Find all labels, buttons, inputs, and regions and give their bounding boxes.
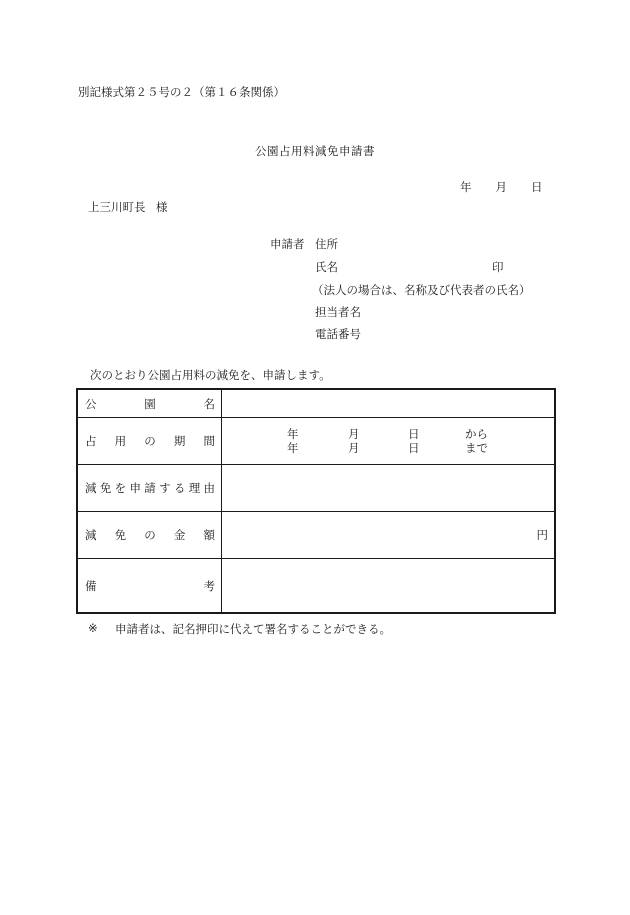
table-row-period — [77, 418, 555, 465]
park-name-label: 公 園 名 — [77, 389, 222, 418]
table-row-amount — [77, 512, 555, 559]
date-month-label: 月 — [495, 180, 507, 194]
occupancy-period-label: 占 用 の 期 間 — [77, 418, 222, 465]
reduction-amount-field[interactable] — [222, 512, 556, 559]
seal-mark: 印 — [492, 260, 504, 274]
table-row-reason — [77, 465, 555, 512]
recipient-name: 上三川町長 — [88, 200, 146, 214]
date-day-label: 日 — [531, 180, 543, 194]
table-row-park — [77, 389, 555, 418]
yen-unit: 円 — [536, 528, 548, 542]
date-line — [460, 179, 543, 195]
reduction-reason-field[interactable] — [222, 465, 556, 512]
occupancy-period-field[interactable] — [222, 418, 556, 465]
recipient-honorific: 様 — [156, 200, 168, 214]
remarks-field[interactable] — [222, 559, 556, 614]
footnote-text: 申請者は、記名押印に代えて署名することができる。 — [115, 622, 391, 636]
date-year-label: 年 — [460, 180, 472, 194]
contact-person-label: 担当者名 — [315, 305, 361, 319]
application-table — [76, 388, 556, 614]
period-from-line: 年 月 日 から — [287, 427, 488, 441]
period-to-line: 年 月 日 まで — [287, 441, 488, 455]
intro-text: 次のとおり公園占用料の減免を、申請します。 — [90, 368, 331, 382]
footnote-mark: ※ — [88, 621, 98, 635]
remarks-label: 備 考 — [77, 559, 222, 614]
table-row-remarks — [77, 559, 555, 614]
applicant-label: 申請者 — [270, 237, 305, 251]
form-number: 別記様式第２５号の２（第１６条関係） — [78, 85, 285, 99]
corporate-note: （法人の場合は、名称及び代表者の氏名） — [312, 283, 531, 297]
document-title: 公園占用料減免申請書 — [255, 144, 375, 158]
applicant-name-label: 氏名 — [315, 260, 338, 274]
reduction-amount-label: 減 免 の 金 額 — [77, 512, 222, 559]
reduction-reason-label: 減 免 を 申 請 す る 理 由 — [77, 465, 222, 512]
park-name-field[interactable] — [222, 389, 556, 418]
applicant-address-label: 住所 — [315, 237, 338, 251]
phone-number-label: 電話番号 — [315, 327, 361, 341]
